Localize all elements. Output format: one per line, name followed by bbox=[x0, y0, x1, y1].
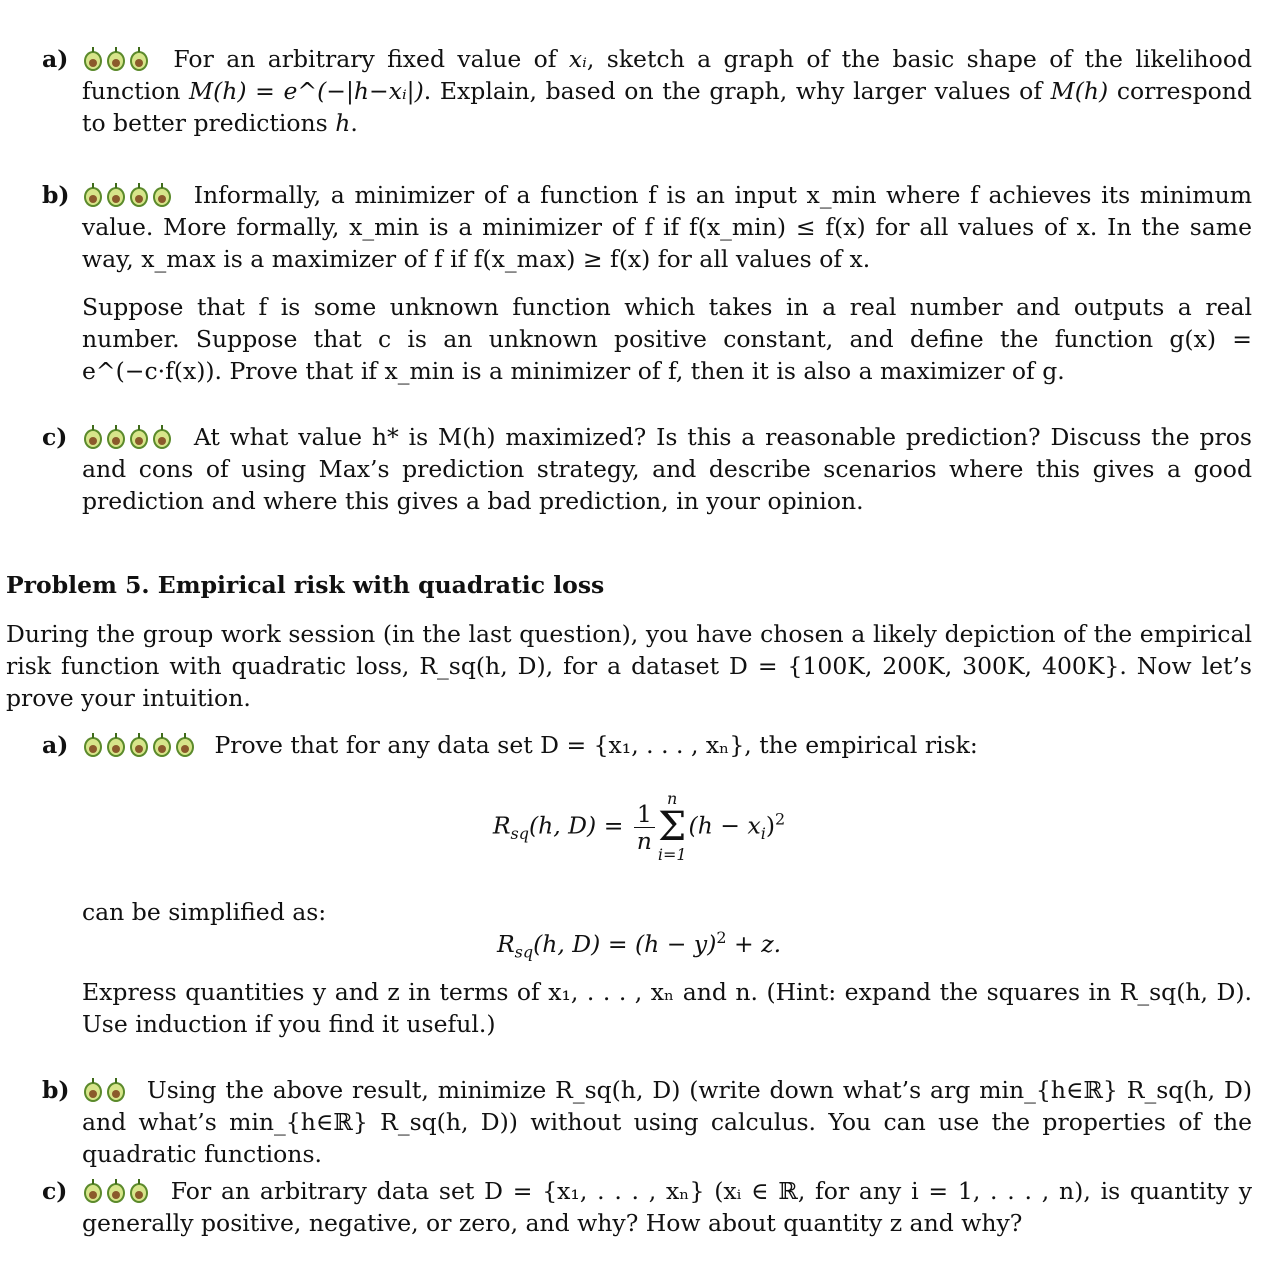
problem5-a-label: a) bbox=[42, 731, 69, 759]
avocado-icon bbox=[151, 732, 173, 758]
problem5-b-text: Using the above result, minimize R_sq(h, D) (write down what’s arg min_{h∈ℝ} R_sq(h, D) and what’s min_{h∈ℝ} R_sq(h, D)) without using calculus. You can use the properties of the quadratic functions. bbox=[82, 1076, 1252, 1168]
avocado-icon bbox=[105, 182, 127, 208]
difficulty-rating bbox=[82, 1076, 137, 1104]
part-a: a) For an arbitrary fixed value of xᵢ, sketch a graph of the basic shape of the likelihood function M(h) = e^(−|h−xᵢ|). Explain, based on the graph, why larger values of M(h) correspond to better predictions h. bbox=[42, 45, 1253, 137]
avocado-icon bbox=[128, 424, 150, 450]
part-b-label: b) bbox=[42, 181, 70, 209]
part-b-text-2: Suppose that f is some unknown function which takes in a real number and outputs a real number. Suppose that c is an unknown positive constant, and define the function g(x) = e^(−c·f(x)). Prove that if x_min is a minimizer of f, then it is also a maximizer of g. bbox=[82, 293, 1252, 385]
avocado-icon bbox=[128, 732, 150, 758]
part-c-label: c) bbox=[42, 423, 68, 451]
avocado-icon bbox=[105, 732, 127, 758]
avocado-icon bbox=[82, 424, 104, 450]
part-c-text: At what value h* is M(h) maximized? Is this a reasonable prediction? Discuss the pros and cons of using Max’s prediction strategy, and describe scenarios where this gives a good prediction and where this gives a bad prediction, in your opinion. bbox=[82, 423, 1252, 515]
problem5-c-label: c) bbox=[42, 1177, 68, 1205]
difficulty-rating bbox=[82, 45, 163, 73]
difficulty-rating bbox=[82, 181, 184, 209]
problem-intro: During the group work session (in the last question), you have chosen a likely depiction of the empirical risk function with quadratic loss, R_sq(h, D), for a dataset D = {100K, 200K, 300K, 400K}. Now let’s prove your intuition. bbox=[6, 620, 1252, 712]
difficulty-rating bbox=[82, 1177, 161, 1205]
avocado-icon bbox=[128, 46, 150, 72]
problem5-a-text: Prove that for any data set D = {x₁, . . . , xₙ}, the empirical risk: bbox=[214, 731, 978, 759]
problem5-c-text: For an arbitrary data set D = {x₁, . . . , xₙ} (xᵢ ∈ ℝ, for any i = 1, . . . , n), is quantity y generally positive, negative, or zero, and why? How about quantity z and why? bbox=[82, 1177, 1252, 1237]
avocado-icon bbox=[105, 1077, 127, 1103]
avocado-icon bbox=[128, 1178, 150, 1204]
avocado-icon bbox=[151, 182, 173, 208]
part-b bbox=[42, 179, 1252, 387]
difficulty-rating bbox=[82, 731, 204, 759]
avocado-icon bbox=[105, 1178, 127, 1204]
avocado-icon bbox=[82, 1178, 104, 1204]
avocado-icon bbox=[151, 424, 173, 450]
avocado-icon bbox=[105, 424, 127, 450]
problem5-b-label: b) bbox=[42, 1076, 70, 1104]
problem5-part-a bbox=[42, 729, 1252, 761]
simplified-text: can be simplified as: bbox=[82, 898, 327, 926]
problem5-part-b bbox=[42, 1074, 1252, 1170]
avocado-icon bbox=[82, 46, 104, 72]
equation-simplified: $R_{sq}(h$, $D) = (h - y)^2 + z$. bbox=[496, 928, 782, 962]
avocado-icon bbox=[174, 732, 196, 758]
avocado-icon bbox=[82, 1077, 104, 1103]
avocado-icon bbox=[128, 182, 150, 208]
part-a-label: a) bbox=[42, 45, 69, 73]
avocado-icon bbox=[82, 182, 104, 208]
part-c bbox=[42, 421, 1252, 517]
avocado-icon bbox=[105, 46, 127, 72]
express-text: Express quantities y and z in terms of x₁, . . . , xₙ and n. (Hint: expand the squares in R_sq(h, D). Use induction if you find it useful.) bbox=[82, 978, 1252, 1038]
problem-heading: Problem 5. Empirical risk with quadratic loss bbox=[6, 571, 605, 599]
problem5-part-c bbox=[42, 1175, 1252, 1239]
avocado-icon bbox=[82, 732, 104, 758]
equation-empirical-risk: $R_{sq}(h$, D) = $\frac{1}{n}$ n Σ i=1 $(h - x_i)^2$ bbox=[492, 789, 786, 864]
difficulty-rating bbox=[82, 423, 184, 451]
part-b-text-1: Informally, a minimizer of a function f is an input x_min where f achieves its minimum value. More formally, x_min is a minimizer of f if f(x_min) ≤ f(x) for all values of x. In the same way, x_max is a maximizer of f if f(x_max) ≥ f(x) for all values of x. bbox=[82, 181, 1252, 273]
